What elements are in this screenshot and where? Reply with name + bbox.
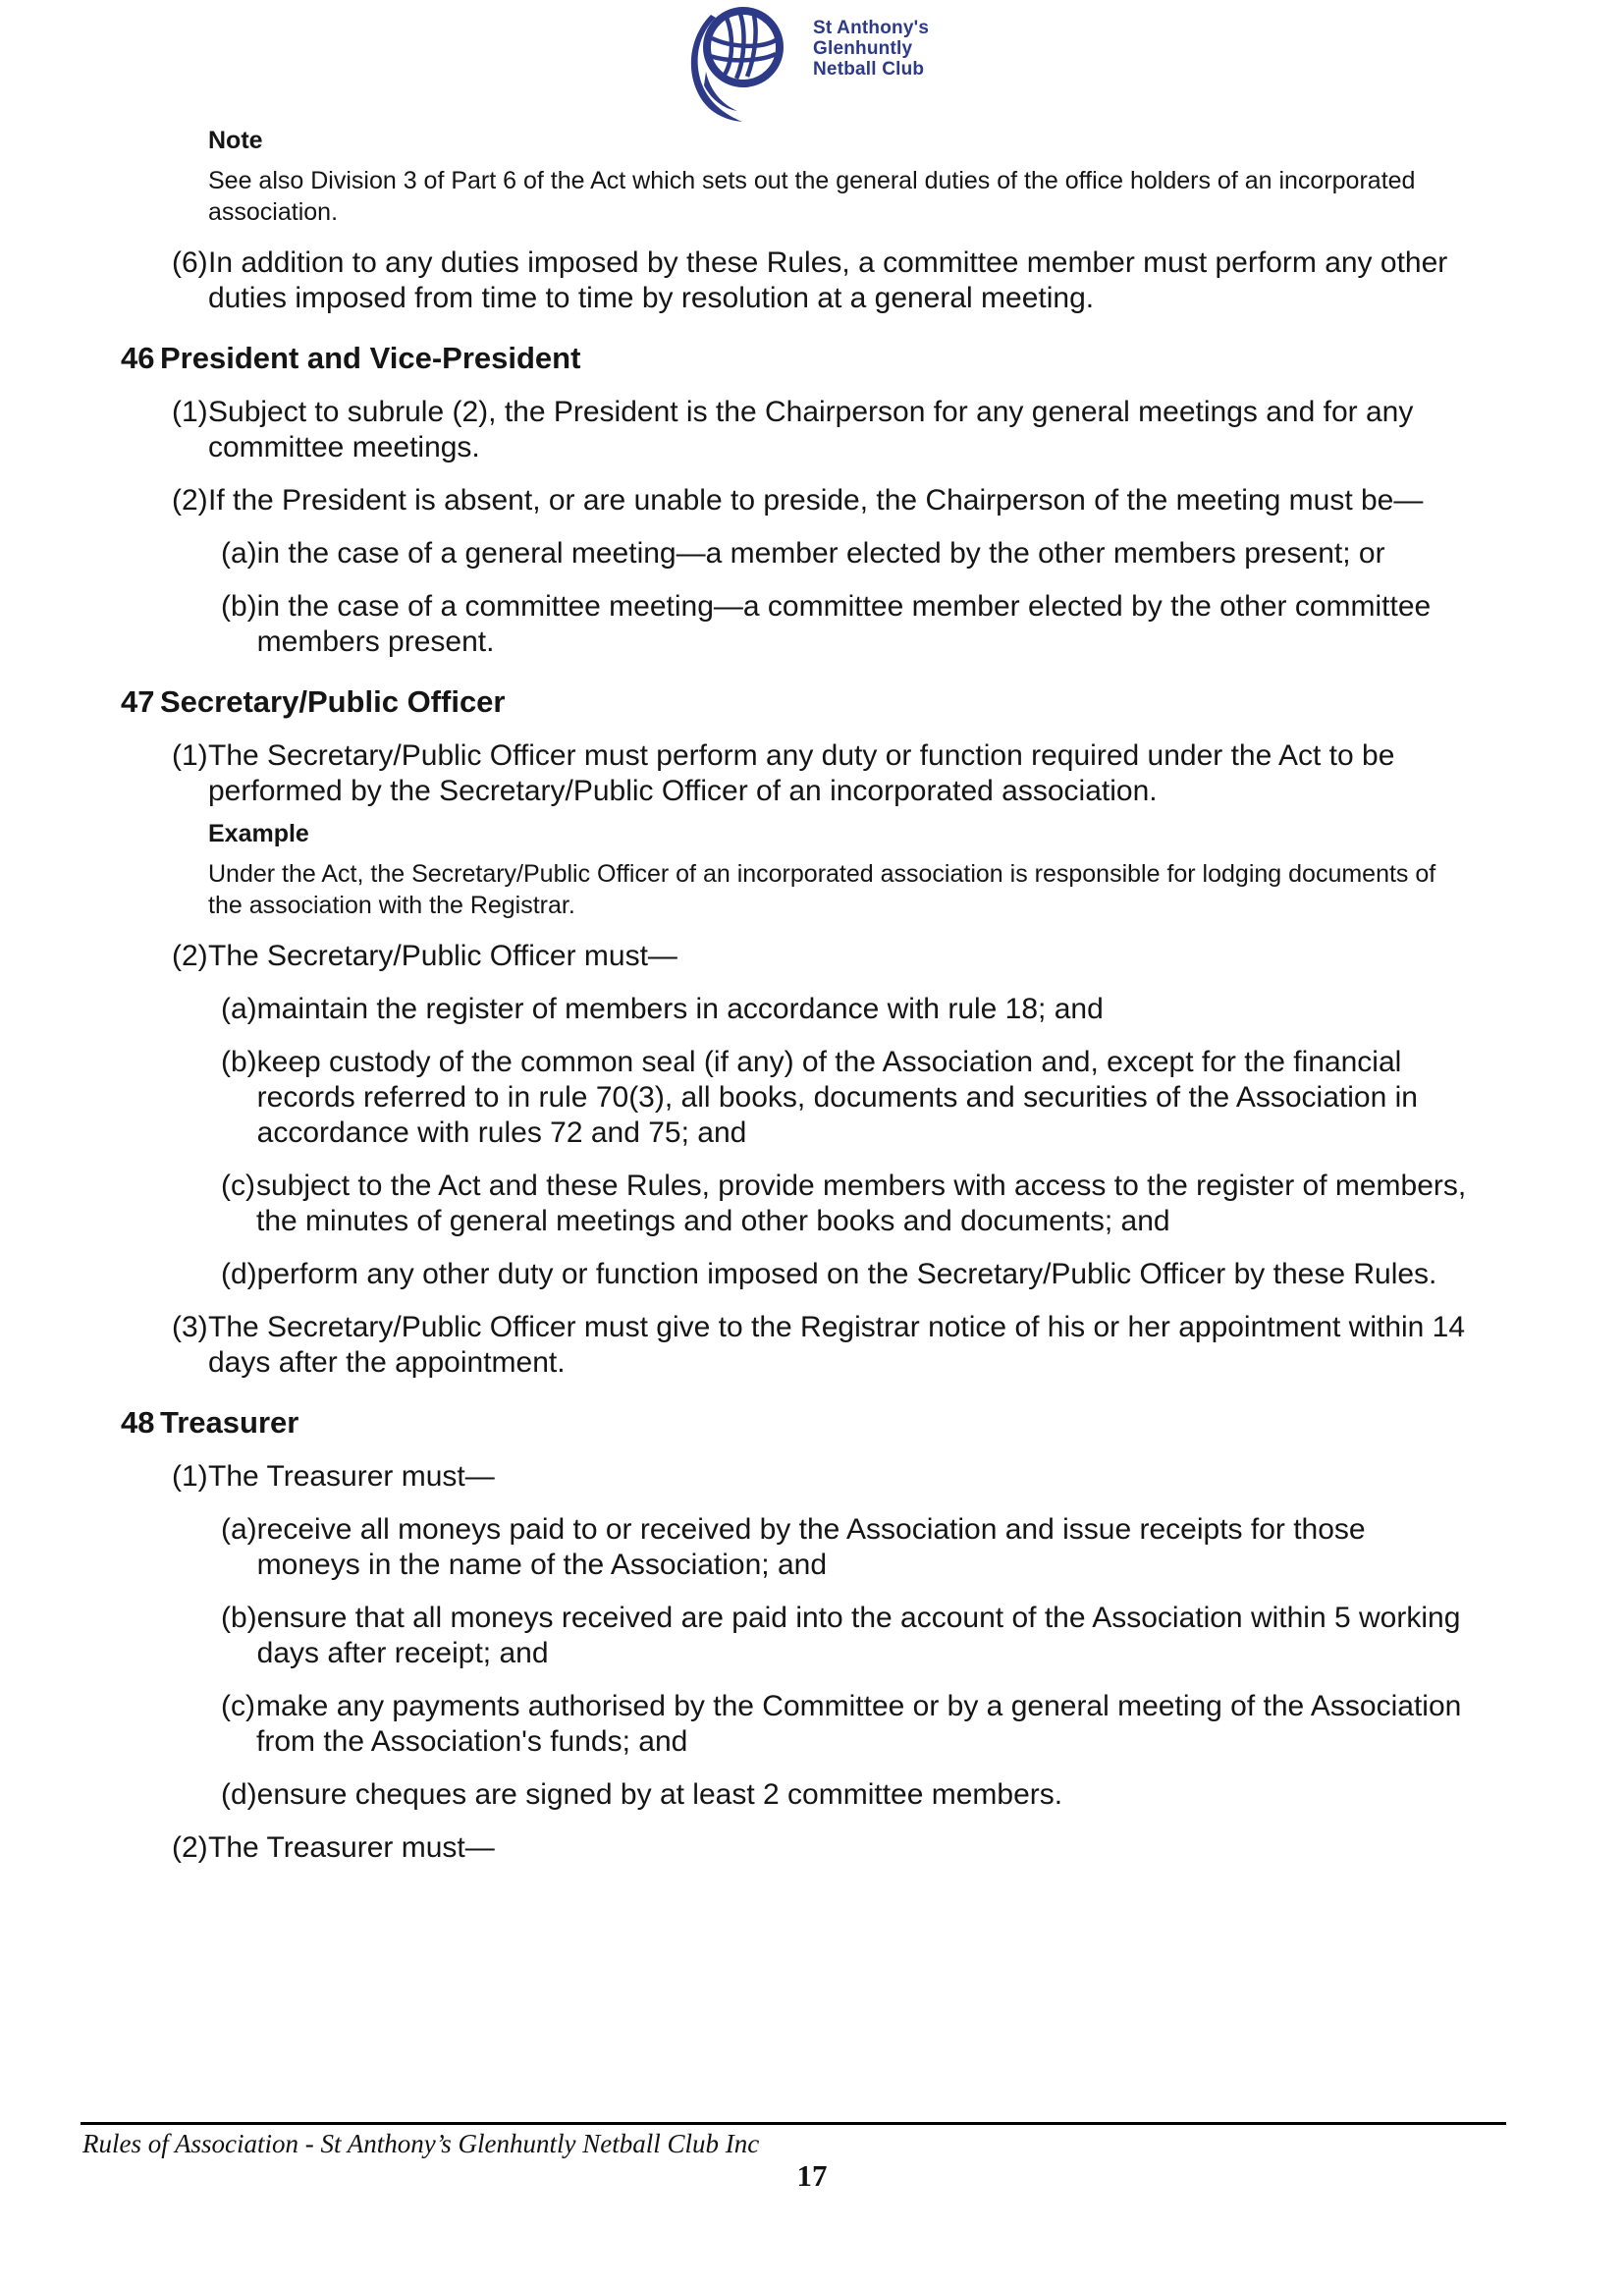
subclause-letter: (d) xyxy=(221,1778,257,1811)
subclause-letter: (a) xyxy=(221,993,257,1025)
clause-number: (1) xyxy=(172,396,208,428)
subclause-text: keep custody of the common seal (if any) of the Association and, except for the financial records referred to in rule 70(3), all books, documents and securities of the Association in accordance with rules 72 and 75; and xyxy=(256,1046,1418,1149)
clause-text: The Secretary/Public Officer must give to the Registrar notice of his or her appointment within 14 days after the appointment. xyxy=(208,1311,1466,1379)
clause-text: If the President is absent, or are unable to preside, the Chairperson of the meeting must be— xyxy=(208,484,1424,517)
subclause-46-2-b xyxy=(221,589,1467,660)
clause-text: The Secretary/Public Officer must perform any duty or function required under the Act to be performed by the Secretary/Public Officer of an incorporated association. xyxy=(208,739,1395,807)
clause-text: The Secretary/Public Officer must— xyxy=(208,940,677,972)
rule-47-heading xyxy=(121,683,1467,721)
subclause-47-2-a xyxy=(221,992,1467,1027)
subclause-text: maintain the register of members in accordance with rule 18; and xyxy=(256,993,1104,1025)
subclause-47-2-c xyxy=(221,1169,1467,1239)
clause-text: Subject to subrule (2), the President is the Chairperson for any general meetings and for any committee meetings. xyxy=(208,396,1414,463)
subclause-letter: (d) xyxy=(221,1258,257,1290)
rule-number: 48 xyxy=(121,1405,155,1440)
example-label: Example xyxy=(208,820,309,847)
subclause-48-1-b xyxy=(221,1601,1467,1671)
subclause-text: receive all moneys paid to or received by the Association and issue receipts for those moneys in the name of the Association; and xyxy=(256,1513,1366,1581)
rule-title: Treasurer xyxy=(160,1405,299,1440)
subclause-48-1-a xyxy=(221,1512,1467,1583)
note-text: See also Division 3 of Part 6 of the Act which sets out the general duties of the office holders of an incorporated association. xyxy=(208,167,1416,226)
clause-48-1 xyxy=(172,1459,1467,1495)
clause-number: (6) xyxy=(172,246,208,279)
club-name xyxy=(813,4,929,80)
rule-title: President and Vice-President xyxy=(160,341,581,375)
clause-text: In addition to any duties imposed by these Rules, a committee member must perform any other duties imposed from time to time by resolution at a general meeting. xyxy=(208,246,1448,314)
footer-doc-title: Rules of Association - St Anthony’s Glenhuntly Netball Club Inc xyxy=(82,2129,760,2158)
subclause-47-2-b xyxy=(221,1045,1467,1151)
subclause-letter: (b) xyxy=(221,1046,257,1078)
clause-number: (3) xyxy=(172,1311,208,1343)
rule-48-heading xyxy=(121,1404,1467,1442)
rule-title: Secretary/Public Officer xyxy=(160,684,506,719)
clause-text: The Treasurer must— xyxy=(208,1460,495,1493)
club-name-line2: Glenhuntly xyxy=(813,38,913,59)
clause-text: The Treasurer must— xyxy=(208,1831,495,1864)
clause-46-1 xyxy=(172,395,1467,465)
clause-number: (1) xyxy=(172,1460,208,1493)
subclause-text: in the case of a general meeting—a member elected by the other members present; or xyxy=(256,537,1385,570)
subclause-text: ensure cheques are signed by at least 2 committee members. xyxy=(256,1778,1063,1811)
rule-number: 47 xyxy=(121,684,155,719)
clause-47-3 xyxy=(172,1310,1467,1381)
subclause-letter: (b) xyxy=(221,1602,257,1634)
clause-number: (2) xyxy=(172,1831,208,1864)
subclause-letter: (a) xyxy=(221,537,257,570)
clause-46-2 xyxy=(172,483,1467,518)
clause-number: (1) xyxy=(172,739,208,772)
subclause-text: perform any other duty or function imposed on the Secretary/Public Officer by these Rules. xyxy=(256,1258,1437,1290)
example-text: Under the Act, the Secretary/Public Officer of an incorporated association is responsible for lodging documents of the association with the Registrar. xyxy=(208,860,1436,919)
subclause-text: make any payments authorised by the Committee or by a general meeting of the Association from the Association's funds; and xyxy=(256,1690,1462,1758)
subclause-letter: (c) xyxy=(221,1690,255,1722)
clause-number: (2) xyxy=(172,484,208,517)
subclause-47-2-d xyxy=(221,1257,1467,1292)
subclause-letter: (c) xyxy=(221,1170,255,1202)
subclause-46-2-a xyxy=(221,536,1467,572)
subclause-48-1-c xyxy=(221,1689,1467,1760)
subclause-text: ensure that all moneys received are paid into the account of the Association within 5 working days after receipt; and xyxy=(256,1602,1461,1669)
subclause-48-1-d xyxy=(221,1777,1467,1813)
document-body xyxy=(0,116,1624,1866)
footer-divider xyxy=(81,2122,1506,2125)
clause-47-2 xyxy=(172,939,1467,974)
subclause-letter: (b) xyxy=(221,590,257,623)
subclause-text: subject to the Act and these Rules, provide members with access to the register of members, the minutes of general meetings and other books and documents; and xyxy=(256,1170,1467,1237)
club-name-line3: Netball Club xyxy=(813,59,925,80)
netball-icon xyxy=(689,4,787,124)
subclause-letter: (a) xyxy=(221,1513,257,1546)
club-logo xyxy=(689,4,929,124)
page-number: 17 xyxy=(796,2158,828,2193)
rule-number: 46 xyxy=(121,341,155,375)
clause-6 xyxy=(172,245,1467,316)
note-label: Note xyxy=(208,127,263,154)
clause-48-2 xyxy=(172,1830,1467,1866)
club-name-line1: St Anthony's xyxy=(813,18,930,38)
clause-number: (2) xyxy=(172,940,208,972)
rule-46-heading xyxy=(121,340,1467,377)
clause-47-1 xyxy=(172,738,1467,809)
subclause-text: in the case of a committee meeting—a committee member elected by the other committee members present. xyxy=(256,590,1432,658)
